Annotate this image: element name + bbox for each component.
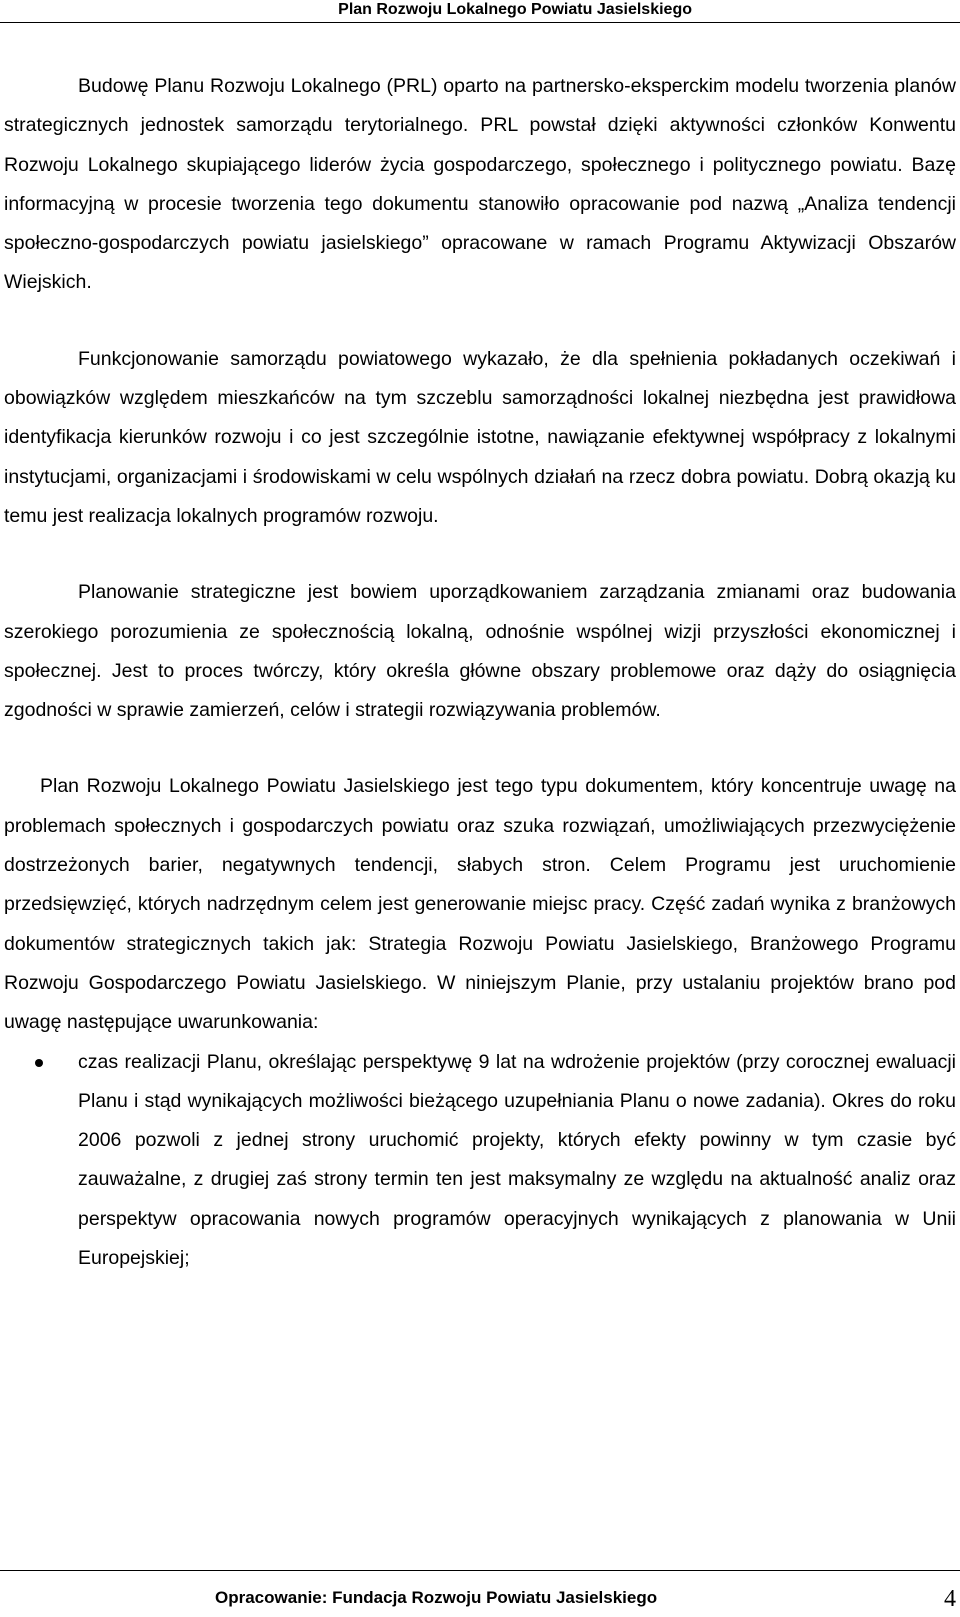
footer-text: Opracowanie: Fundacja Rozwoju Powiatu Jasielskiego bbox=[215, 1588, 658, 1607]
bullet-icon bbox=[35, 1059, 43, 1067]
paragraph-2: Funkcjonowanie samorządu powiatowego wykazało, że dla spełnienia pokładanych oczekiwań i obowiązków względem mieszkańców na tym szczeblu samorządności lokalnej niezbędna jest prawidłowa identyfikacja kierunków rozwoju i co jest szczególnie istotne, nawiązanie efektywnej współpracy z lokalnymi instytucjami, organizacjami i środowiskami w celu wspólnych działań na rzecz dobra powiatu. Dobrą okazją ku temu jest realizacja lokalnych programów rozwoju. bbox=[4, 347, 956, 527]
header-rule bbox=[0, 22, 960, 23]
bullet-item bbox=[4, 1043, 956, 1279]
paragraph-4: Plan Rozwoju Lokalnego Powiatu Jasielskiego jest tego typu dokumentem, który koncentruje uwagę na problemach społecznych i gospodarczych powiatu oraz szuka rozwiązań, umożliwiających przezwyciężenie dostrzeżonych barier, negatywnych tendencji, słabych stron. Celem Programu jest uruchomienie przedsięwzięć, których nadrzędnym celem jest generowanie miejsc pracy. Część zadań wynika z branżowych dokumentów strategicznych takich jak: Strategia Rozwoju Powiatu Jasielskiego, Branżowego Programu Rozwoju Gospodarczego Powiatu Jasielskiego. W niniejszym Planie, przy ustalaniu projektów brano pod uwagę następujące uwarunkowania: bbox=[4, 775, 956, 1034]
footer-rule bbox=[0, 1570, 960, 1571]
header-title: Plan Rozwoju Lokalnego Powiatu Jasielskiego bbox=[338, 1, 692, 18]
page-header bbox=[0, 0, 960, 22]
page-number: 4 bbox=[944, 1586, 956, 1612]
bullet-item-text: czas realizacji Planu, określając perspektywę 9 lat na wdrożenie projektów (przy corocznej ewaluacji Planu i stąd wynikających możliwości bieżącego uzupełniania Planu o nowe zadania). Okres do roku 2006 pozwoli z jednej strony uruchomić projekty, których efekty powinny w tym czasie być zauważalne, z drugiej zaś strony termin ten jest maksymalny ze względu na aktualność analiz oraz perspektyw opracowania nowych programów operacyjnych wynikających z planowania w Unii Europejskiej; bbox=[78, 1050, 956, 1270]
bullet-list bbox=[4, 1043, 956, 1279]
paragraph-1: Budowę Planu Rozwoju Lokalnego (PRL) oparto na partnersko-eksperckim modelu tworzenia planów strategicznych jednostek samorządu terytorialnego. PRL powstał dzięki aktywności członków Konwentu Rozwoju Lokalnego skupiającego liderów życia gospodarczego, społecznego i politycznego powiatu. Bazę informacyjną w procesie tworzenia tego dokumentu stanowiło opracowanie pod nazwą „Analiza tendencji społeczno-gospodarczych powiatu jasielskiego” opracowane w ramach Programu Aktywizacji Obszarów Wiejskich. bbox=[4, 75, 956, 294]
paragraph-3: Planowanie strategiczne jest bowiem uporządkowaniem zarządzania zmianami oraz budowania szerokiego porozumienia ze społecznością lokalną, odnośnie wspólnej wizji przyszłości ekonomicznej i społecznej. Jest to proces twórczy, który określa główne obszary problemowe oraz dąży do osiągnięcia zgodności w sprawie zamierzeń, celów i strategii rozwiązywania problemów. bbox=[4, 581, 956, 722]
document-body bbox=[4, 67, 956, 1278]
page-footer bbox=[0, 1570, 960, 1617]
